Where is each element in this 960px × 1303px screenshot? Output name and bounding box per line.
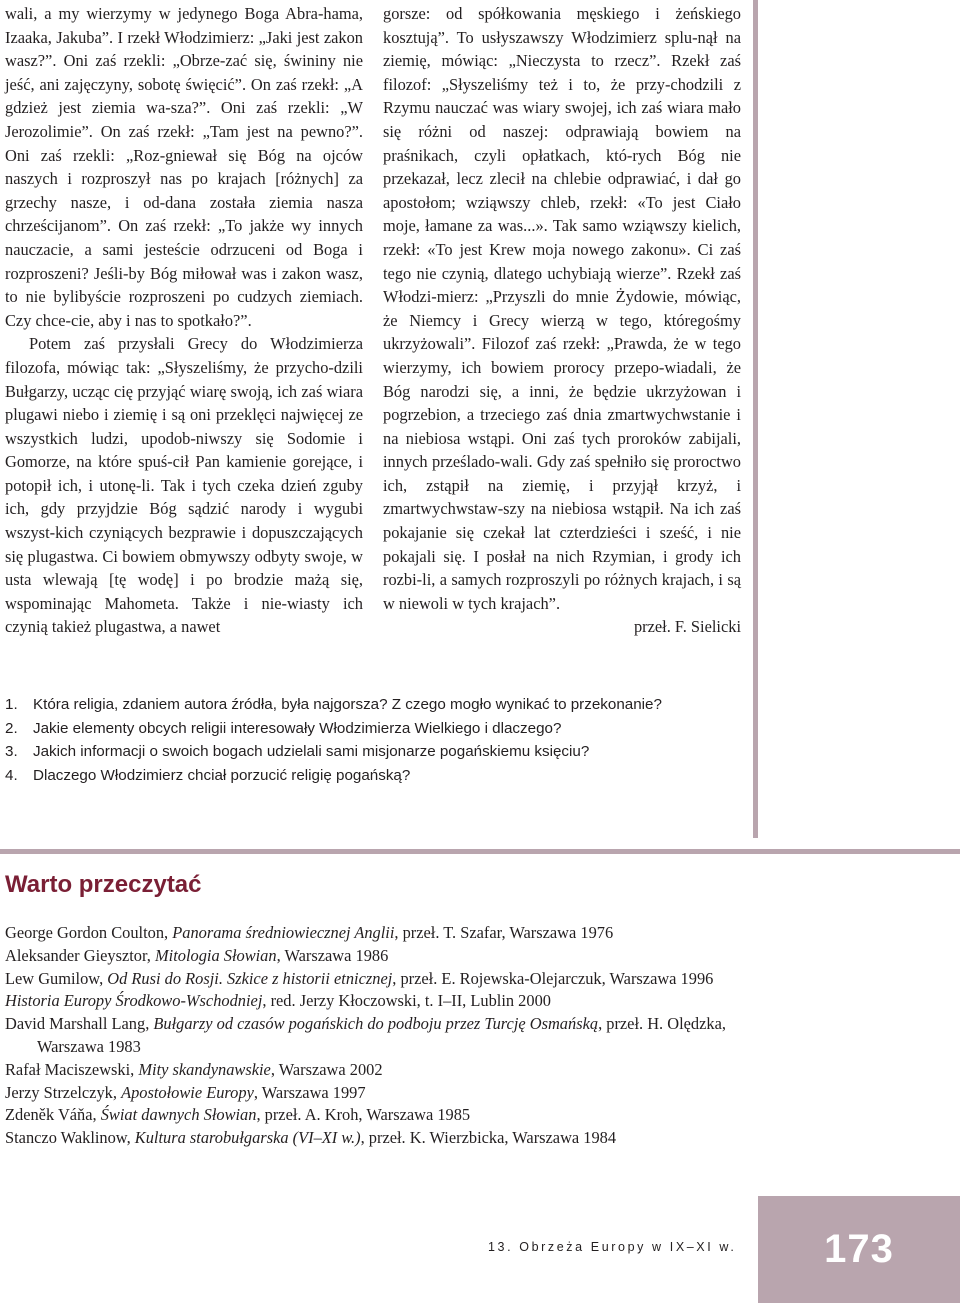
book-title: Apostołowie Europy (121, 1082, 254, 1102)
book-author: Stanczo Waklinow, (5, 1128, 135, 1148)
decorative-side-bar (753, 0, 758, 838)
book-title: Panorama średniowiecznej Anglii (172, 923, 395, 942)
book-details: , Warszawa 2002 (270, 1059, 383, 1079)
book-details: , Warszawa 1997 (253, 1082, 366, 1102)
book-details: , przeł. H. Olędzka, Warszawa 1983 (37, 1014, 726, 1056)
question-number: 1. (5, 696, 18, 713)
question-text: Jakie elementy obcych religii interesowały Włodzimierza Wielkiego i dlaczego? (33, 719, 562, 737)
question-text: Jakich informacji o swoich bogach udzielali sami misjonarze pogańskiemu księciu? (33, 743, 590, 760)
book-title: Od Rusi do Rosji. Szkice z historii etnicznej (107, 968, 393, 988)
book-author: Zdeněk Váňa, (5, 1105, 101, 1125)
reading-item (5, 1104, 745, 1127)
book-title: Świat dawnych Słowian (100, 1105, 257, 1125)
running-chapter-title: 13. Obrzeża Europy w IX–XI w. (488, 1240, 737, 1254)
reading-item (5, 1059, 745, 1082)
question-text: Dlaczego Włodzimierz chciał porzucić religię pogańską? (33, 766, 411, 784)
source-text-left-column (5, 2, 363, 639)
book-author: Jerzy Strzelczyk, (5, 1082, 122, 1102)
book-author: Lew Gumilow, (5, 968, 108, 988)
book-title: Mity skandynawskie (138, 1059, 271, 1079)
reading-item (5, 990, 745, 1013)
book-details: , przeł. K. Wierzbicka, Warszawa 1984 (360, 1128, 617, 1148)
source-text-right-column (383, 2, 741, 639)
reading-item (5, 1127, 745, 1150)
questions-list (5, 693, 745, 787)
source-paragraph: Potem zaś przysłali Grecy do Włodzimierza filozofa, mówiąc tak: „Słyszeliśmy, że przycho-dzili Bułgarzy, ucząc cię przyjąć wiarę swoją, ich zaś wiara plugawi niebo i ziemię i są oni przeklęci najwięcej ze wszystkich ludzi, upodob-niwszy się Sodomie i Gomorze, na które spuś-cił Pan kamienie gorejące, i potopił ich, i utonę-li. Tak i tych czeka dzień zguby ich, gdy przyjdzie Bóg sądzić narody i wygubi wszyst-kich czyniących bezprawie i dopuszczających się plugastwa. Ci bowiem obmywszy odbyty swoje, w usta wlewają [tę wodę] i po brodzie mażą się, wspominając Mahometa. Także i nie-wiasty ich czynią takież plugastwa, a nawet (5, 334, 363, 637)
question-number: 4. (5, 766, 18, 784)
question-item (5, 764, 745, 788)
question-item (5, 717, 745, 741)
source-paragraph: gorsze: od spółkowania męskiego i żeńskiego kosztują”. To usłyszawszy Włodzimierz splu-nął na ziemię, mówiąc: „Nieczysta to rzecz”. Rzekł zaś filozof: „Słyszeliśmy też i to, że przy-chodzili z Rzymu nauczać was wiary swojej, ich zaś wiara mało się różni od naszej: odprawiają bowiem na praśnikach, czyli opłatkach, któ-rych Bóg nie przekazał, lecz zlecił na chlebie odprawiać, i dał go apostołom; wziąwszy chleb, rzekł: «To jest Ciało moje, łamane za was...». Tak samo wziąwszy kielich, rzekł: «To jest Krew moja nowego zakonu». Ci zaś tego nie czynią, dlatego uchybiają wierze”. Rzekł zaś Włodzi-mierz: „Przyszli do mnie Żydowie, mówiąc, że Niemcy i Grecy wierzą w tego, któregośmy ukrzyżowali”. Filozof zaś rzekł: „Prawda, że w tego wierzymy, ich bowiem prorocy przepo-wiadali, że Bóg narodzi się, a inni, że będzie ukrzyżowan i pogrzebion, a trzeciego zaś dnia zmartwychwstanie i na niebiosa wstąpi. Oni zaś tych proroków zabijali, innych prześlado-wali. Gdy zaś spełniło się proroctwo ich, zstąpił na ziemię, i przyjął krzyż, i zmartwychwstaw-szy na niebiosa wstąpił. Na ich zaś pokajanie się czekał lat czterdzieści i sześć, i nie pokajali się. I posłał na nich Rzymian, i grody ich rozbi-li, a samych rozproszyli po różnych krajach, i są w niewoli w tych krajach”. (383, 4, 741, 613)
question-number: 3. (5, 743, 18, 760)
book-author: Aleksander Gieysztor, (5, 945, 155, 965)
reading-item (5, 968, 745, 991)
question-text: Która religia, zdaniem autora źródła, była najgorsza? Z czego mogło wynikać to przekonanie? (33, 696, 662, 713)
reading-item (5, 922, 745, 945)
reading-section-title: Warto przeczytać (5, 871, 202, 898)
book-author: George Gordon Coulton, (5, 923, 173, 942)
question-number: 2. (5, 719, 18, 737)
book-details: , Warszawa 1986 (276, 945, 389, 965)
book-details: , red. Jerzy Kłoczowski, t. I–II, Lublin 2000 (262, 991, 551, 1011)
book-author: David Marshall Lang, (5, 1014, 154, 1034)
reading-item (5, 1082, 745, 1105)
book-title: Bułgarzy od czasów pogańskich do podboju przez Turcję Osmańską (153, 1014, 599, 1034)
section-divider (0, 849, 960, 854)
reading-item (5, 1013, 745, 1059)
question-item (5, 740, 745, 764)
book-author: Rafał Maciszewski, (5, 1059, 139, 1079)
book-title: Mitologia Słowian (155, 945, 277, 965)
book-details: , przeł. E. Rojewska-Olejarczuk, Warszawa 1996 (392, 968, 714, 988)
translator-signature: przeł. F. Sielicki (633, 617, 741, 637)
book-details: , przeł. A. Kroh, Warszawa 1985 (256, 1105, 471, 1125)
page-number: 173 (824, 1227, 894, 1271)
book-title: Historia Europy Środkowo-Wschodniej (5, 991, 263, 1011)
book-details: , przeł. T. Szafar, Warszawa 1976 (394, 923, 614, 942)
source-paragraph: wali, a my wierzymy w jedynego Boga Abra-hama, Izaaka, Jakuba”. I rzekł Włodzimierz: „Jaki jest zakon wasz?”. Oni zaś rzekli: „Obrze-zać się, świniny nie jeść, ani zajęczyny, sobotę święcić”. On zaś rzekł: „A gdzież jest ziemia wa-sza?”. Oni zaś rzekli: „W Jerozolimie”. On zaś rzekł: „Tam jest na pewno?”. Oni zaś rzekli: „Roz-gniewał się Bóg na ojców naszych i rozproszył nas po krajach [różnych] za grzechy nasze, i od-dana została ziemia nasza chrześcijanom”. On zaś rzekł: „To jakże wy innych nauczacie, a sami jesteście odrzuceni od Boga i rozproszeni? Jeśli-by Bóg miłował was i zakon wasz, to nie bylibyście rozproszeni po cudzych ziemiach. Czy chce-cie, aby i nas to spotkało?”. (5, 4, 363, 330)
book-title: Kultura starobułgarska (VI–XI w.) (134, 1128, 361, 1148)
question-item (5, 693, 745, 717)
reading-item (5, 945, 745, 968)
reading-list (5, 922, 745, 1150)
